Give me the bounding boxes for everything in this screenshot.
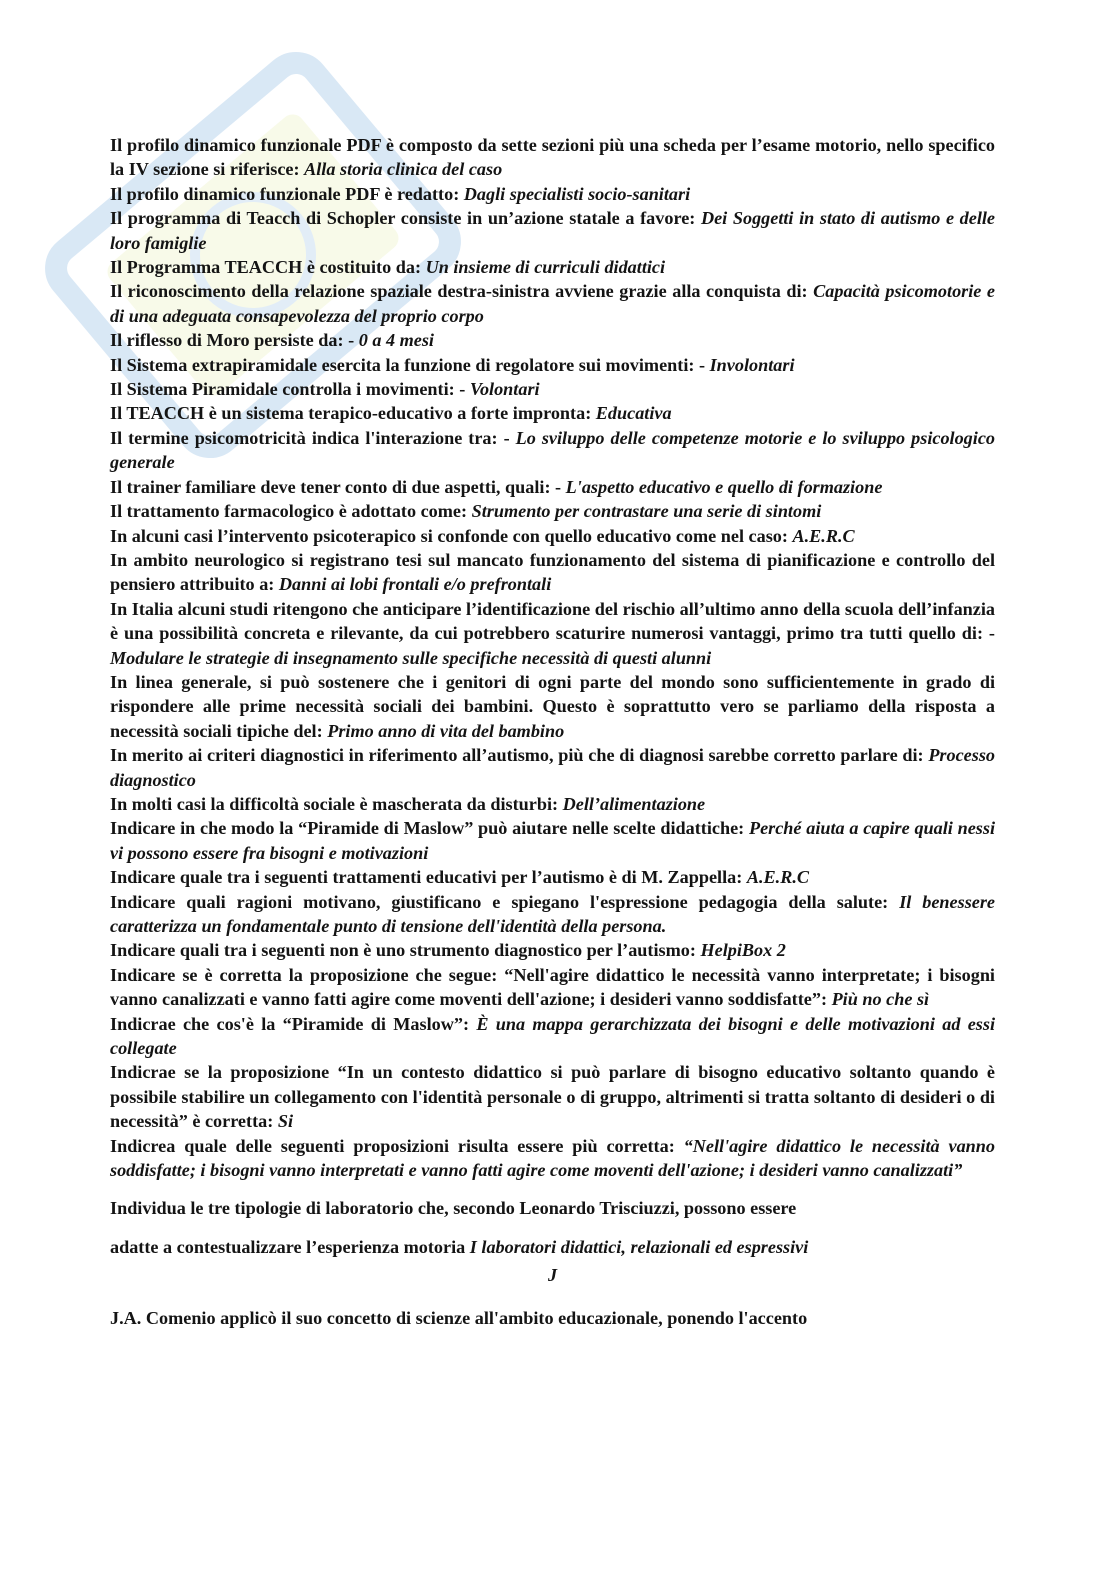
section-letter-heading: J: [547, 1265, 558, 1286]
answer-text: Primo anno di vita del bambino: [327, 720, 565, 741]
qa-entry: [110, 182, 995, 206]
qa-entry: [110, 279, 995, 328]
question-text: Il Sistema Piramidale controlla i movimenti: -: [110, 379, 470, 400]
question-text: adatte a contestualizzare l’esperienza motoria: [110, 1236, 470, 1257]
answer-text: A.E.R.C: [746, 867, 810, 888]
qa-entry: [110, 743, 995, 792]
question-text: Indicare quali ragioni motivano, giustificano e spiegano l'espressione pedagogia della salute:: [110, 891, 900, 912]
laboratorio-question: Individua le tre tipologie di laboratorio che, secondo Leonardo Trisciuzzi, possono essere: [110, 1198, 797, 1219]
question-text: Il trainer familiare deve tener conto di due aspetti, quali: -: [110, 476, 566, 497]
qa-entry: [110, 865, 995, 889]
answer-text: Più no che sì: [831, 989, 930, 1010]
answer-text: Lo sviluppo delle competenze motorie e lo sviluppo psicologico generale: [110, 427, 996, 473]
answer-text: Strumento per contrastare una serie di sintomi: [471, 501, 822, 522]
qa-entry: [110, 670, 995, 743]
answer-text: Capacità psicomotorie e di una adeguata consapevolezza del proprio corpo: [110, 281, 995, 326]
question-text: Il Programma TEACCH è costituito da:: [110, 257, 426, 278]
question-text: Il Sistema extrapiramidale esercita la funzione di regolatore sui movimenti: -: [110, 354, 710, 375]
question-text: In alcuni casi l’intervento psicoterapico si confonde con quello educativo come nel caso:: [110, 525, 793, 546]
question-text: Il programma di Teacch di Schopler consiste in un’azione statale a favore:: [110, 208, 701, 229]
answer-text: L'aspetto educativo e quello di formazione: [565, 476, 883, 497]
answer-text: Danni ai lobi frontali e/o prefrontali: [278, 574, 552, 595]
answer-text: Modulare le strategie di insegnamento sulle specifiche necessità di questi alunni: [110, 647, 712, 668]
qa-entry: [110, 255, 995, 279]
question-text: Indicare in che modo la “Piramide di Maslow” può aiutare nelle scelte didattiche:: [110, 818, 749, 839]
answer-text: Educativa: [595, 403, 672, 424]
qa-entry: [110, 963, 995, 1012]
question-text: Indicrea quale delle seguenti proposizioni risulta essere più corretta:: [110, 1135, 684, 1156]
qa-entry: [110, 401, 995, 425]
qa-entry: [110, 377, 995, 401]
question-text: Indicrae che cos'è la “Piramide di Maslow”:: [110, 1013, 477, 1034]
qa-entry: [110, 475, 995, 499]
answer-text: Dei Soggetti in stato di autismo e delle loro famiglie: [110, 208, 996, 253]
document-page: [110, 133, 995, 1330]
answer-text: Involontari: [709, 354, 795, 375]
qa-entry: [110, 597, 995, 670]
answer-text: Dell’alimentazione: [562, 793, 706, 814]
qa-entry: [110, 548, 995, 597]
question-text: In linea generale, si può sostenere che i genitori di ogni parte del mondo sono sufficientemente in grado di rispondere alle prime necessità sociali dei bambini. Questo è soprattutto vero se parliamo della risposta a necessità sociali tipiche del:: [110, 671, 995, 741]
answer-text: A.E.R.C: [792, 525, 855, 546]
answer-text: Si: [277, 1111, 293, 1132]
question-text: Il profilo dinamico funzionale PDF è composto da sette sezioni più una scheda per l’esame motorio, nello specifico la IV sezione si riferisce:: [110, 135, 995, 180]
question-text: Indicrae se la proposizione “In un contesto didattico si può parlare di bisogno educativo soltanto quando è possibile stabilire un collegamento con l'identità personale o di gruppo, altrimenti si tratta soltanto di desideri o di necessità” è corretta:: [110, 1062, 995, 1132]
answer-text: HelpiBox 2: [700, 940, 786, 961]
answer-text: 0 a 4 mesi: [358, 330, 434, 351]
question-text: In molti casi la difficoltà sociale è mascherata da disturbi:: [110, 793, 563, 814]
qa-entry: [110, 426, 995, 475]
qa-entry: [110, 328, 995, 352]
answer-text: I laboratori didattici, relazionali ed espressivi: [469, 1236, 809, 1257]
answer-text: Perché aiuta a capire quali nessi vi possono essere fra bisogni e motivazioni: [110, 818, 995, 863]
qa-entry: [110, 524, 995, 548]
question-text: Il riconoscimento della relazione spaziale destra-sinistra avviene grazie alla conquista di:: [110, 281, 814, 302]
question-text: Il profilo dinamico funzionale PDF è redatto:: [110, 183, 464, 204]
qa-entry-last: J.A. Comenio applicò il suo concetto di scienze all'ambito educazionale, ponendo l'accento: [110, 1307, 808, 1328]
question-text: Il riflesso di Moro persiste da: -: [110, 330, 359, 351]
answer-text: Dagli specialisti socio-sanitari: [463, 183, 691, 204]
question-text: Il TEACCH è un sistema terapico-educativo a forte impronta:: [110, 403, 596, 424]
qa-entry: [110, 353, 995, 377]
question-text: In Italia alcuni studi ritengono che anticipare l’identificazione del rischio all’ultimo anno della scuola dell’infanzia è una possibilità concreta e rilevante, da cui potrebbero scaturire numerosi vantaggi, primo tra tutti quello di: -: [110, 598, 995, 644]
question-text: Indicare quali tra i seguenti non è uno strumento diagnostico per l’autismo:: [110, 940, 701, 961]
qa-entry: [110, 499, 995, 523]
answer-text: Il benessere caratterizza un fondamentale punto di tensione dell'identità della persona.: [110, 891, 995, 936]
question-text: Il trattamento farmacologico è adottato come:: [110, 501, 472, 522]
qa-entry: [110, 890, 995, 939]
question-text: Il termine psicomotricità indica l'interazione tra: -: [110, 427, 516, 448]
answer-text: Un insieme di curriculi didattici: [425, 257, 666, 278]
question-text: Indicare se è corretta la proposizione che segue: “Nell'agire didattico le necessità vanno interpretate; i bisogni vanno canalizzati e vanno fatti agire come moventi dell'azione; i desideri vanno soddisfatte”:: [110, 964, 995, 1010]
qa-entry: [110, 206, 995, 255]
question-text: Indicare quale tra i seguenti trattamenti educativi per l’autismo è di M. Zappella:: [110, 867, 747, 888]
qa-entry: [110, 816, 995, 865]
qa-entry: [110, 792, 995, 816]
answer-text: “Nell'agire didattico le necessità vanno soddisfatte; i bisogni vanno interpretati e vanno fatti agire come moventi dell'azione; i desideri vanno canalizzati”: [110, 1135, 995, 1181]
qa-entry: [110, 133, 995, 182]
qa-entry: [110, 1012, 995, 1061]
qa-entry: [110, 938, 995, 962]
answer-text: Volontari: [469, 379, 540, 400]
answer-text: Alla storia clinica del caso: [304, 159, 503, 180]
qa-entry: [110, 1060, 995, 1133]
laboratorio-entry: [110, 1235, 995, 1259]
qa-entry: [110, 1134, 995, 1183]
question-text: In ambito neurologico si registrano tesi sul mancato funzionamento del sistema di pianificazione e controllo del pensiero attribuito a:: [110, 549, 995, 595]
answer-text: È una mappa gerarchizzata dei bisogni e delle motivazioni ad essi collegate: [110, 1013, 996, 1059]
answer-text: Processo diagnostico: [110, 745, 995, 790]
question-text: In merito ai criteri diagnostici in riferimento all’autismo, più che di diagnosi sarebbe corretto parlare di:: [110, 745, 929, 766]
